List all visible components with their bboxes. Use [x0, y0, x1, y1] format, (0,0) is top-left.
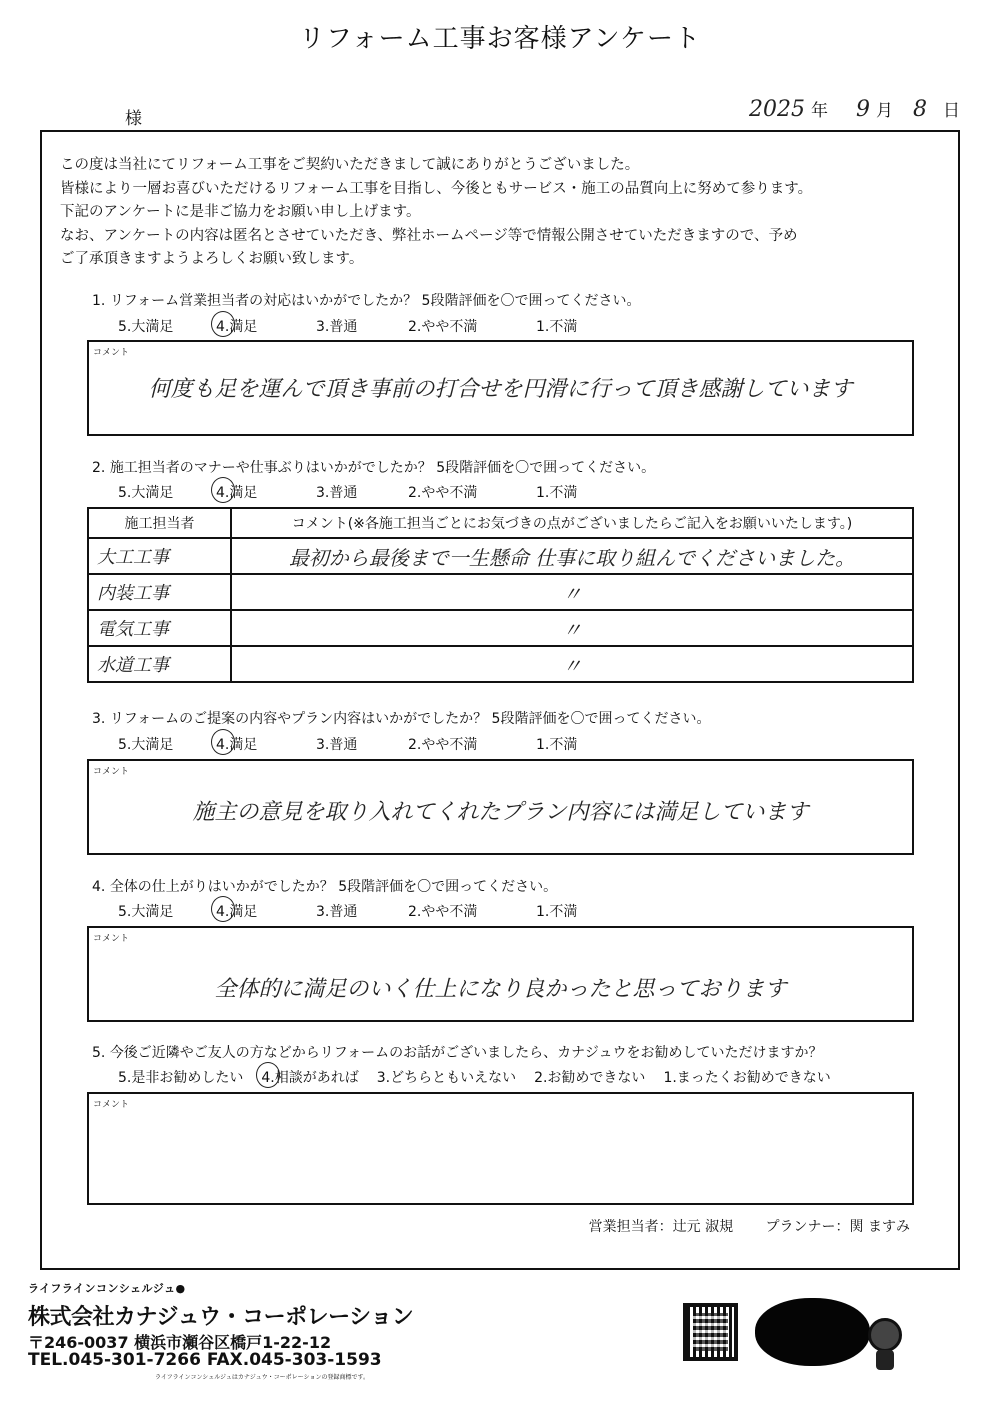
- option-1[interactable]: 1.不満: [536, 904, 578, 920]
- rating-options-3: [118, 734, 616, 754]
- speech-bubble-icon: [755, 1298, 870, 1366]
- intro-line: 皆様により一層お喜びいただけるリフォーム工事を目指し、今後ともサービス・施工の品質向上に努めて参ります。: [60, 180, 813, 197]
- table-row: [88, 574, 913, 610]
- rating-options-1: [118, 316, 616, 336]
- qr-code-icon[interactable]: [683, 1303, 738, 1361]
- intro-line: 下記のアンケートに是非ご協力をお願い申し上げます。: [60, 204, 421, 220]
- customer-name-suffix: 様: [125, 109, 142, 129]
- option-3[interactable]: 3.普通: [316, 737, 358, 753]
- option-1[interactable]: 1.まったくお勧めできない: [663, 1070, 831, 1086]
- question-text: 今後ご近隣やご友人の方などからリフォームのお話がございましたら、カナジュウをお勧めしていただけますか？: [109, 1045, 823, 1061]
- table-row: [88, 538, 913, 574]
- question-number: 2.: [92, 460, 106, 476]
- option-4-selected[interactable]: 4.相談があれば: [261, 1067, 358, 1087]
- comment-label: コメント: [93, 1100, 130, 1110]
- option-1[interactable]: 1.不満: [536, 485, 578, 501]
- staff-info: [589, 1216, 910, 1236]
- role-cell[interactable]: 水道工事: [88, 646, 231, 682]
- month-label: 月: [876, 101, 893, 121]
- option-5[interactable]: 5.大満足: [118, 485, 174, 501]
- question-number: 3.: [92, 711, 106, 727]
- question-number: 5.: [92, 1045, 106, 1061]
- option-5[interactable]: 5.大満足: [118, 319, 174, 335]
- question-5: [92, 1042, 823, 1062]
- comment-cell[interactable]: 〃: [231, 646, 913, 682]
- table-row: [88, 610, 913, 646]
- question-4: [92, 876, 557, 896]
- comment-cell[interactable]: 〃: [231, 610, 913, 646]
- rating-options-4: [118, 901, 616, 921]
- question-text: リフォーム営業担当者の対応はいかがでしたか？ 5段階評価を〇で囲ってください。: [109, 293, 641, 309]
- comment-label: コメント: [93, 934, 130, 944]
- role-cell[interactable]: 電気工事: [88, 610, 231, 646]
- option-5[interactable]: 5.大満足: [118, 737, 174, 753]
- intro-text: [60, 154, 950, 272]
- comment-text: 何度も足を運んで頂き事前の打合せを円滑に行って頂き感謝しています: [148, 377, 853, 402]
- date-day: 8: [913, 97, 927, 122]
- staff-comment-table: [87, 507, 914, 683]
- question-number: 4.: [92, 879, 106, 895]
- intro-line: ご了承頂きますようよろしくお願い致します。: [60, 251, 364, 267]
- comment-cell[interactable]: 最初から最後まで一生懸命 仕事に取り組んでくださいました。: [231, 538, 913, 574]
- option-4-selected[interactable]: 4.満足: [216, 482, 316, 502]
- role-cell[interactable]: 内装工事: [88, 574, 231, 610]
- option-3[interactable]: 3.どちらともいえない: [376, 1070, 517, 1086]
- intro-line: なお、アンケートの内容は匿名とさせていただき、弊社ホームページ等で情報公開させていただきますので、予め: [60, 227, 798, 244]
- question-text: 全体の仕上がりはいかがでしたか？ 5段階評価を〇で囲ってください。: [109, 879, 558, 895]
- date-year: 2025: [749, 97, 805, 122]
- day-label: 日: [943, 101, 960, 121]
- rating-options-2: [118, 482, 616, 502]
- comment-box-5[interactable]: [87, 1092, 914, 1205]
- recommend-options: [118, 1067, 831, 1087]
- question-number: 1.: [92, 293, 106, 309]
- company-name: 株式会社カナジュウ・コーポレーション: [28, 1305, 414, 1330]
- planner-name: 関 ますみ: [849, 1219, 910, 1235]
- role-cell[interactable]: 大工工事: [88, 538, 231, 574]
- option-4-selected[interactable]: 4.満足: [216, 316, 316, 336]
- col-role-header: 施工担当者: [88, 508, 231, 538]
- question-3: [92, 708, 710, 728]
- mascot-body-icon: [876, 1350, 894, 1370]
- option-4-selected[interactable]: 4.満足: [216, 734, 316, 754]
- intro-line: この度は当社にてリフォーム工事をご契約いただきまして誠にありがとうございました。: [60, 157, 640, 173]
- comment-cell[interactable]: 〃: [231, 574, 913, 610]
- mascot-globe-icon: [868, 1318, 902, 1352]
- comment-label: コメント: [93, 348, 130, 358]
- year-label: 年: [811, 101, 828, 121]
- date-month: 9: [856, 97, 870, 122]
- option-1[interactable]: 1.不満: [536, 737, 578, 753]
- table-row: [88, 646, 913, 682]
- option-4-selected[interactable]: 4.満足: [216, 901, 316, 921]
- company-address: 〒246-0037 横浜市瀬谷区橋戸1-22-12: [28, 1333, 332, 1352]
- comment-text: 施主の意見を取り入れてくれたプラン内容には満足しています: [192, 800, 809, 825]
- comment-box-1[interactable]: [87, 340, 914, 436]
- planner-label: プランナー：: [765, 1219, 850, 1235]
- question-text: 施工担当者のマナーや仕事ぶりはいかがでしたか？ 5段階評価を〇で囲ってください。: [109, 460, 656, 476]
- table-header: [88, 508, 913, 538]
- company-tagline: ライフラインコンシェルジュ●: [28, 1282, 186, 1295]
- sales-name: 辻元 淑規: [672, 1219, 734, 1235]
- option-2[interactable]: 2.お勧めできない: [534, 1070, 646, 1086]
- option-3[interactable]: 3.普通: [316, 319, 358, 335]
- question-2: [92, 457, 655, 477]
- option-2[interactable]: 2.やや不満: [408, 319, 478, 335]
- company-phone: TEL.045-301-7266 FAX.045-303-1593: [28, 1350, 382, 1370]
- option-2[interactable]: 2.やや不満: [408, 737, 478, 753]
- comment-text: 全体的に満足のいく仕上になり良かったと思っております: [214, 977, 787, 1002]
- comment-label: コメント: [93, 767, 130, 777]
- option-5[interactable]: 5.是非お勧めしたい: [118, 1070, 244, 1086]
- option-3[interactable]: 3.普通: [316, 904, 358, 920]
- question-1: [92, 290, 640, 310]
- date-field: [749, 96, 960, 122]
- question-text: リフォームのご提案の内容やプラン内容はいかがでしたか？ 5段階評価を〇で囲ってください。: [109, 711, 711, 727]
- comment-box-3[interactable]: [87, 759, 914, 855]
- comment-box-4[interactable]: [87, 926, 914, 1022]
- col-comment-header: コメント(※各施工担当ごとにお気づきの点がございましたらご記入をお願いいたします。): [231, 508, 913, 538]
- trademark-note: ライフラインコンシェルジュはカナジュウ・コーポレーションの登録商標です。: [155, 1374, 369, 1381]
- option-2[interactable]: 2.やや不満: [408, 485, 478, 501]
- page-title: リフォーム工事お客様アンケート: [298, 24, 702, 54]
- option-1[interactable]: 1.不満: [536, 319, 578, 335]
- option-3[interactable]: 3.普通: [316, 485, 358, 501]
- option-2[interactable]: 2.やや不満: [408, 904, 478, 920]
- option-5[interactable]: 5.大満足: [118, 904, 174, 920]
- sales-label: 営業担当者：: [588, 1219, 673, 1235]
